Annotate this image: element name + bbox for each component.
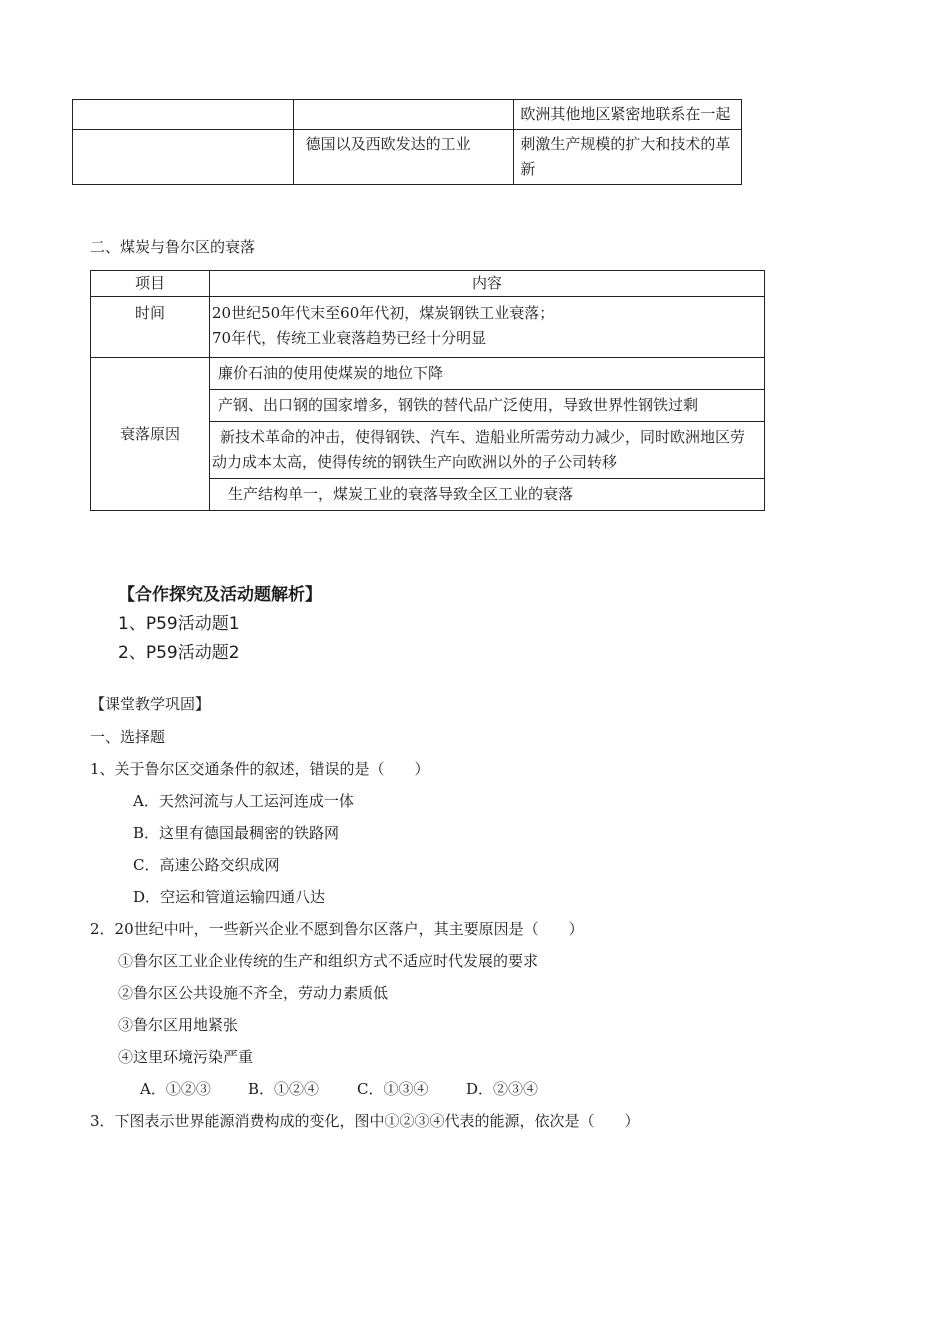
table-row — [91, 358, 765, 511]
coop-title: 【合作探究及活动题解析】 — [118, 585, 322, 605]
header-item: 项目 — [91, 271, 210, 297]
q2-statement: ④这里环境污染严重 — [118, 1048, 254, 1066]
q1-option-d: D．空运和管道运输四通八达 — [133, 888, 326, 906]
question-3-stem: 3．下图表示世界能源消费构成的变化，图中①②③④代表的能源，依次是（ ） — [90, 1112, 640, 1130]
q2-statement: ①鲁尔区工业企业传统的生产和组织方式不适应时代发展的要求 — [118, 952, 539, 970]
reason-item: 新技术革命的冲击，使得钢铁、汽车、造船业所需劳动力减少，同时欧洲地区劳动力成本太高，使得传统的钢铁生产向欧洲以外的子公司转移 — [210, 422, 764, 479]
table-cell: 欧洲其他地区紧密地联系在一起 — [514, 100, 742, 130]
q2-option-a: A．①②③ — [140, 1080, 211, 1098]
q1-option-b: B．这里有德国最稠密的铁路网 — [133, 824, 340, 842]
q1-option-c: C．高速公路交织成网 — [133, 856, 280, 874]
q2-option-d: D．②③④ — [466, 1080, 539, 1098]
consolidate-title: 【课堂教学巩固】 — [90, 695, 211, 713]
coop-item: 1、P59活动题1 — [118, 614, 240, 634]
time-line: 20世纪50年代末至60年代初，煤炭钢铁工业衰落； — [212, 304, 555, 322]
table-cell — [73, 100, 294, 130]
table-row — [91, 297, 765, 358]
table-row — [73, 100, 742, 130]
reason-item: 生产结构单一，煤炭工业的衰落导致全区工业的衰落 — [228, 485, 574, 503]
q2-option-c: C．①③④ — [357, 1080, 429, 1098]
coop-item: 2、P59活动题2 — [118, 643, 240, 663]
section-heading: 二、煤炭与鲁尔区的衰落 — [90, 238, 256, 256]
table-cell — [73, 130, 294, 185]
q2-option-b: B．①②④ — [248, 1080, 320, 1098]
question-1-stem: 1、关于鲁尔区交通条件的叙述，错误的是（ ） — [90, 760, 430, 778]
table-cell: 德国以及西欧发达的工业 — [293, 130, 514, 185]
choice-title: 一、选择题 — [90, 728, 166, 746]
reason-item: 产钢、出口钢的国家增多，钢铁的替代品广泛使用，导致世界性钢铁过剩 — [210, 390, 764, 422]
q1-option-a: A．天然河流与人工运河连成一体 — [133, 792, 354, 810]
table-cell — [293, 100, 514, 130]
q2-statement: ③鲁尔区用地紧张 — [118, 1016, 239, 1034]
reason-item: 廉价石油的使用使煤炭的地位下降 — [210, 358, 764, 390]
time-label: 时间 — [91, 297, 210, 358]
transport-table-continued — [72, 99, 742, 185]
header-content: 内容 — [210, 271, 765, 297]
q2-statement: ②鲁尔区公共设施不齐全，劳动力素质低 — [118, 984, 389, 1002]
table-header-row — [91, 271, 765, 297]
question-2-stem: 2．20世纪中叶，一些新兴企业不愿到鲁尔区落户，其主要原因是（ ） — [90, 920, 584, 938]
decline-table — [90, 270, 765, 511]
table-row — [73, 130, 742, 185]
table-cell: 刺激生产规模的扩大和技术的革新 — [514, 130, 742, 185]
time-line: 70年代，传统工业衰落趋势已经十分明显 — [212, 329, 487, 347]
reason-label: 衰落原因 — [91, 358, 210, 511]
